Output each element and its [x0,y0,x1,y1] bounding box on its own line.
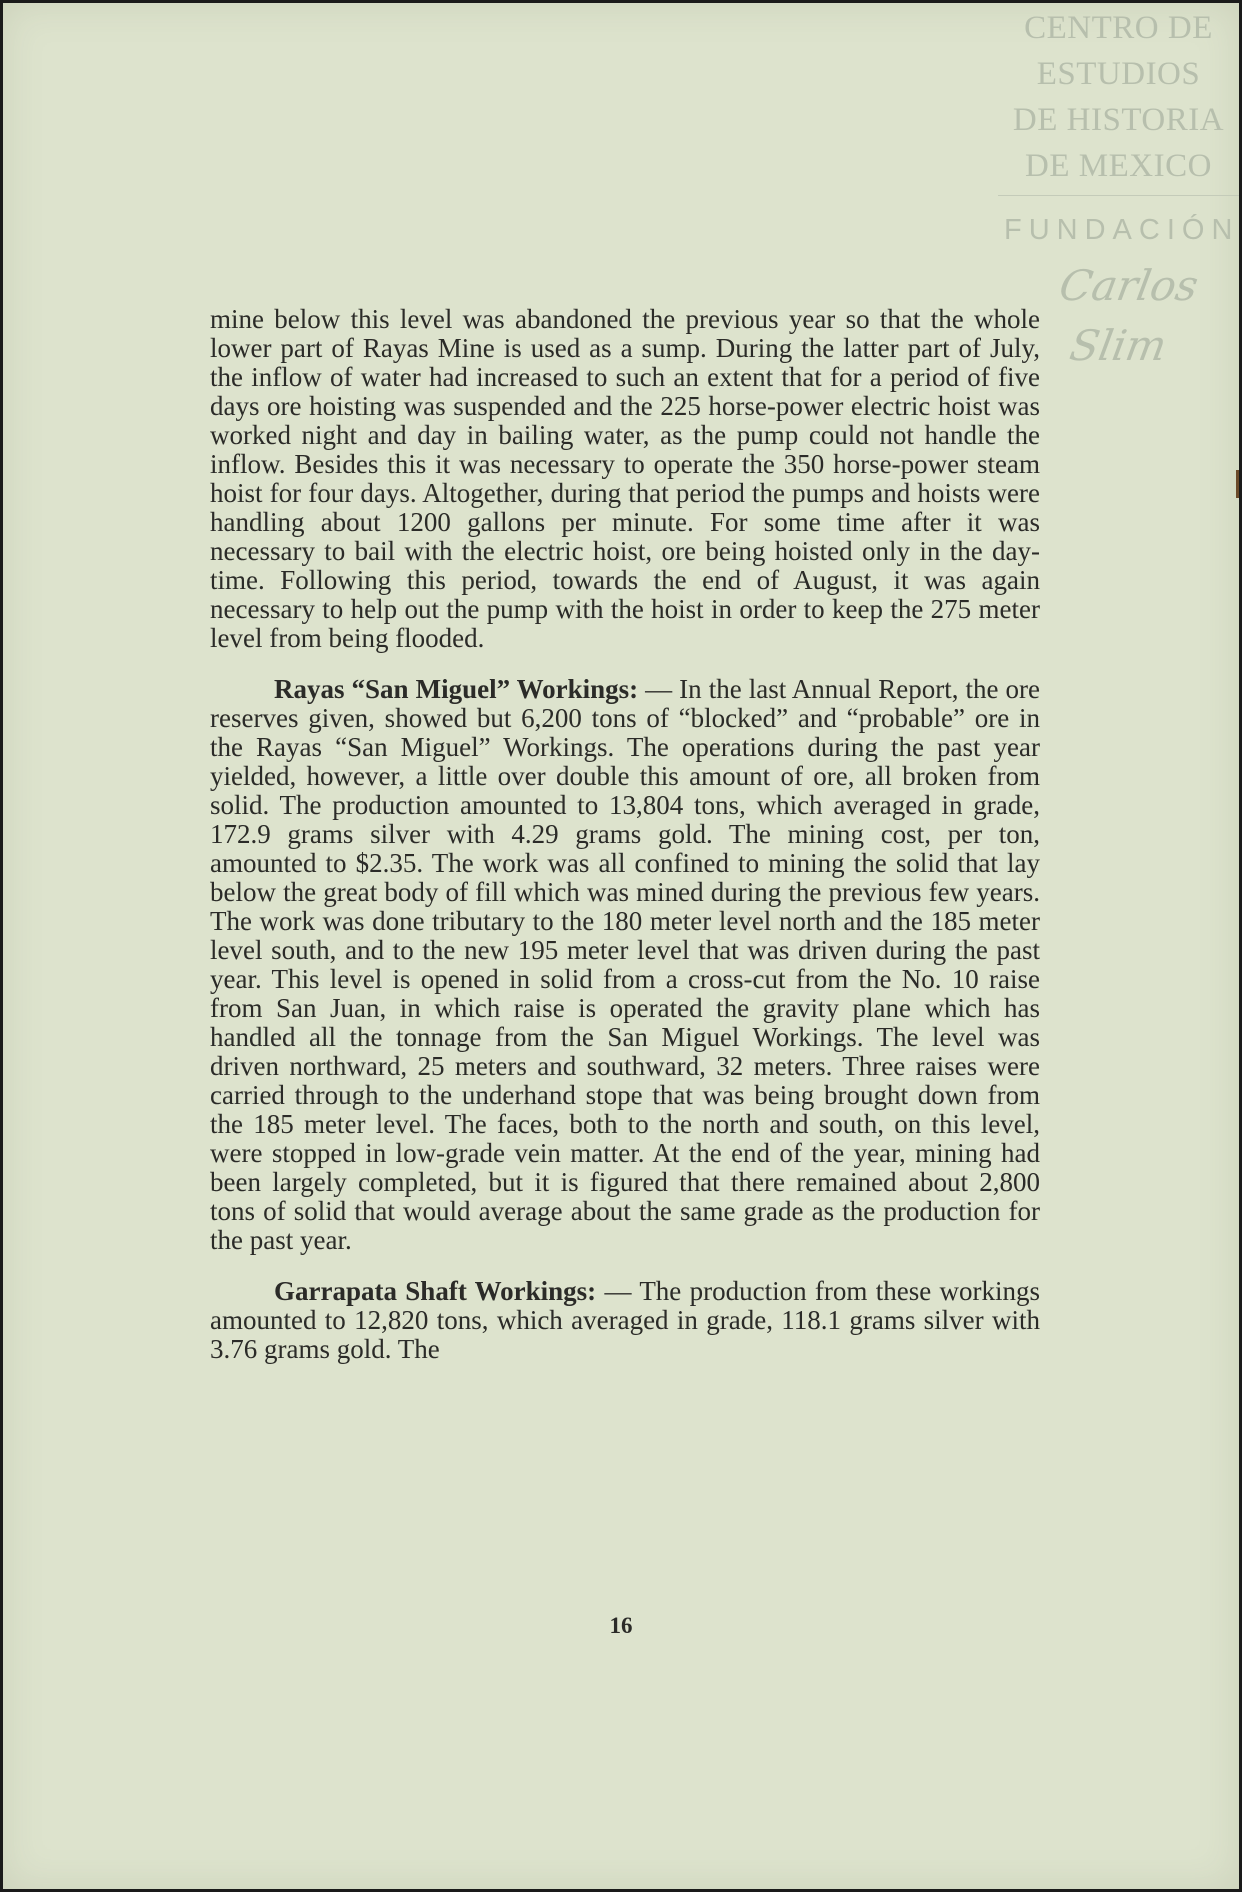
section-heading-san-miguel: Rayas “San Miguel” Workings: [274,674,639,704]
watermark-line-2: ESTUDIOS [1036,56,1201,92]
watermark-divider [998,195,1239,196]
watermark-line-4: DE MEXICO [1025,148,1212,184]
paragraph-text: — In the last Annual Report, the ore reserves given, showed but 6,200 tons of “blocked” and “probable” ore in the Rayas “San Miguel” Workings. The operations during the past year yielded, however, a little over double this amount of ore, all broken from solid. The production amounted to 13,804 tons, which averaged in grade, 172.9 grams silver with 4.29 grams gold. The mining cost, per ton, amounted to $2.35. The work was all confined to mining the solid that lay below the great body of fill which was mined during the previous few years. The work was done tributary to the 180 meter level north and the 185 meter level south, and to the new 195 meter level that was driven during the past year. This level is opened in solid from a cross-cut from the No. 10 raise from San Juan, in which raise is operated the gravity plane which has handled all the tonnage from the San Miguel Workings. The level was driven northward, 25 meters and southward, 32 meters. Three raises were carried through to the underhand stope that was being brought down from the 185 meter level. The faces, both to the north and south, on this level, were stopped in low-grade vein matter. At the end of the year, mining had been largely completed, but it is figured that there remained about 2,800 tons of solid that would average about the same grade as the production for the past year. [210,674,1040,1255]
document-page [3,3,1239,1889]
section-heading-garrapata: Garrapata Shaft Workings: [274,1276,597,1306]
paragraph-text: — The production from these workings amounted to 12,820 tons, which averaged in grade, 118.1 grams silver with 3.76 grams gold. The [210,1276,1040,1364]
paragraph-san-miguel [210,675,1040,1255]
archive-watermark [998,3,1239,370]
watermark-signature: Carlos Slim [1055,261,1202,370]
page-body [210,305,1040,1386]
watermark-line-1: CENTRO DE [1024,10,1213,46]
watermark-line-3: DE HISTORIA [1012,102,1225,138]
paragraph-text: mine below this level was abandoned the previous year so that the whole lower part of Rayas Mine is used as a sump. During the latter part of July, the inflow of water had increased to such an extent that for a period of five days ore hoisting was suspended and the 225 horse-power electric hoist was worked night and day in bailing water, as the pump could not handle the inflow. Besides this it was necessary to operate the 350 horse-power steam hoist for four days. Altogether, during that period the pumps and hoists were handling about 1200 gallons per minute. For some time after it was necessary to bail with the electric hoist, ore being hoisted only in the day-time. Following this period, towards the end of August, it was again necessary to help out the pump with the hoist in order to keep the 275 meter level from being flooded. [210,304,1040,653]
paragraph-garrapata [210,1277,1040,1364]
page-number: 16 [609,1613,633,1638]
paragraph-continuation [210,305,1040,653]
page-edge-mark [1236,470,1239,498]
watermark-foundation: FUNDACIÓN [1004,214,1239,246]
